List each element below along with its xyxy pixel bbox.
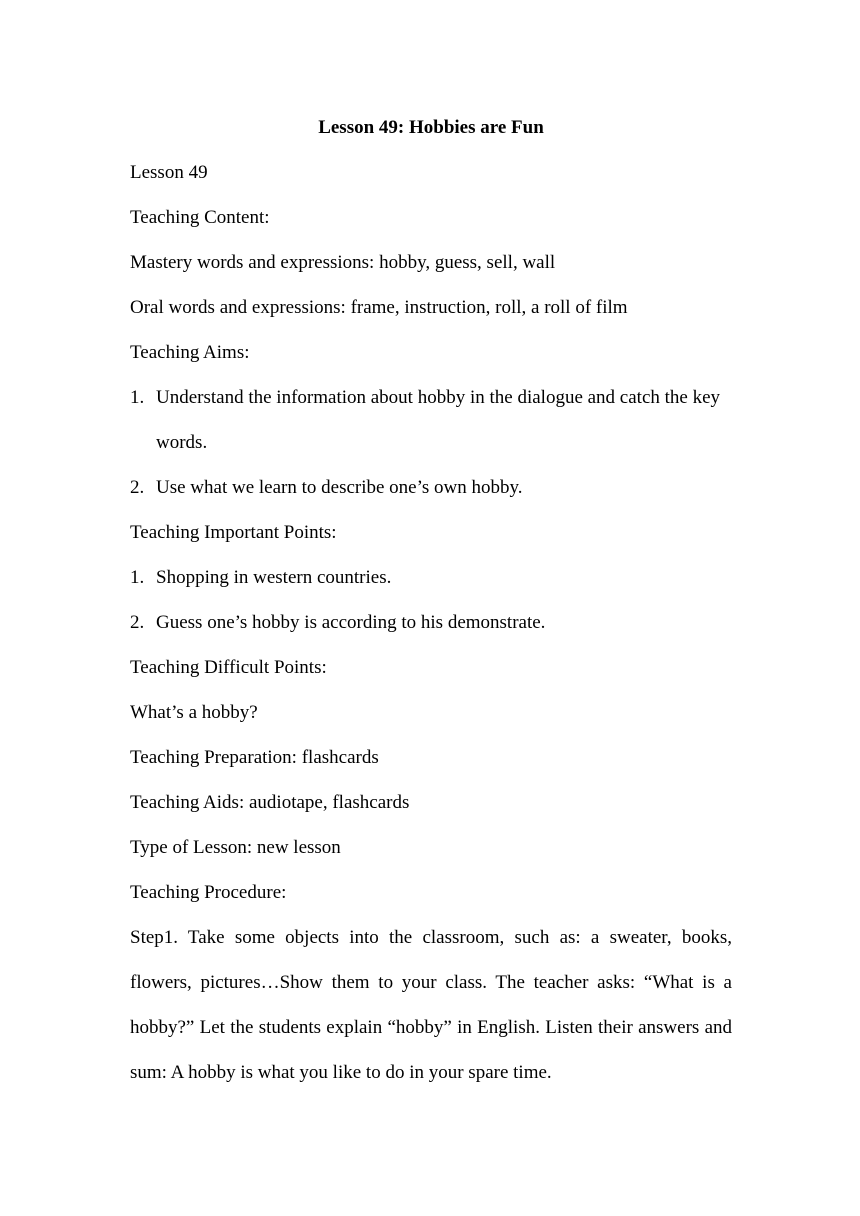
list-number: 2. bbox=[130, 612, 145, 633]
teaching-aims-heading: Teaching Aims: bbox=[130, 342, 250, 363]
teaching-aim-item bbox=[130, 375, 732, 465]
difficult-points-heading: Teaching Difficult Points: bbox=[130, 657, 327, 678]
list-item-text: Use what we learn to describe one’s own hobby. bbox=[156, 477, 523, 498]
oral-words: Oral words and expressions: frame, instruction, roll, a roll of film bbox=[130, 297, 628, 318]
difficult-point: What’s a hobby? bbox=[130, 702, 258, 723]
teaching-content-heading: Teaching Content: bbox=[130, 207, 270, 228]
teaching-aids: Teaching Aids: audiotape, flashcards bbox=[130, 792, 410, 813]
lesson-type: Type of Lesson: new lesson bbox=[130, 837, 341, 858]
list-number: 1. bbox=[130, 387, 145, 408]
list-number: 1. bbox=[130, 567, 145, 588]
lesson-number: Lesson 49 bbox=[130, 162, 208, 183]
teaching-aim-item bbox=[130, 465, 732, 510]
important-point-item bbox=[130, 600, 732, 645]
list-number: 2. bbox=[130, 477, 145, 498]
list-item-text: Understand the information about hobby in the dialogue and catch the key words. bbox=[156, 387, 721, 453]
teaching-preparation: Teaching Preparation: flashcards bbox=[130, 747, 379, 768]
document-body bbox=[130, 114, 732, 1095]
list-item-text: Shopping in western countries. bbox=[156, 567, 392, 588]
important-point-item bbox=[130, 555, 732, 600]
list-item-text: Guess one’s hobby is according to his demonstrate. bbox=[156, 612, 546, 633]
document-title: Lesson 49: Hobbies are Fun bbox=[318, 117, 544, 138]
mastery-words: Mastery words and expressions: hobby, guess, sell, wall bbox=[130, 252, 556, 273]
procedure-heading: Teaching Procedure: bbox=[130, 882, 287, 903]
procedure-step-1: Step1. Take some objects into the classroom, such as: a sweater, books, flowers, pictures…Show them to your class. The teacher asks: “What is a hobby?” Let the students explain “hobby” in English. Listen their answers and sum: A hobby is what you like to do in your spare time. bbox=[130, 927, 732, 1083]
important-points-heading: Teaching Important Points: bbox=[130, 522, 337, 543]
